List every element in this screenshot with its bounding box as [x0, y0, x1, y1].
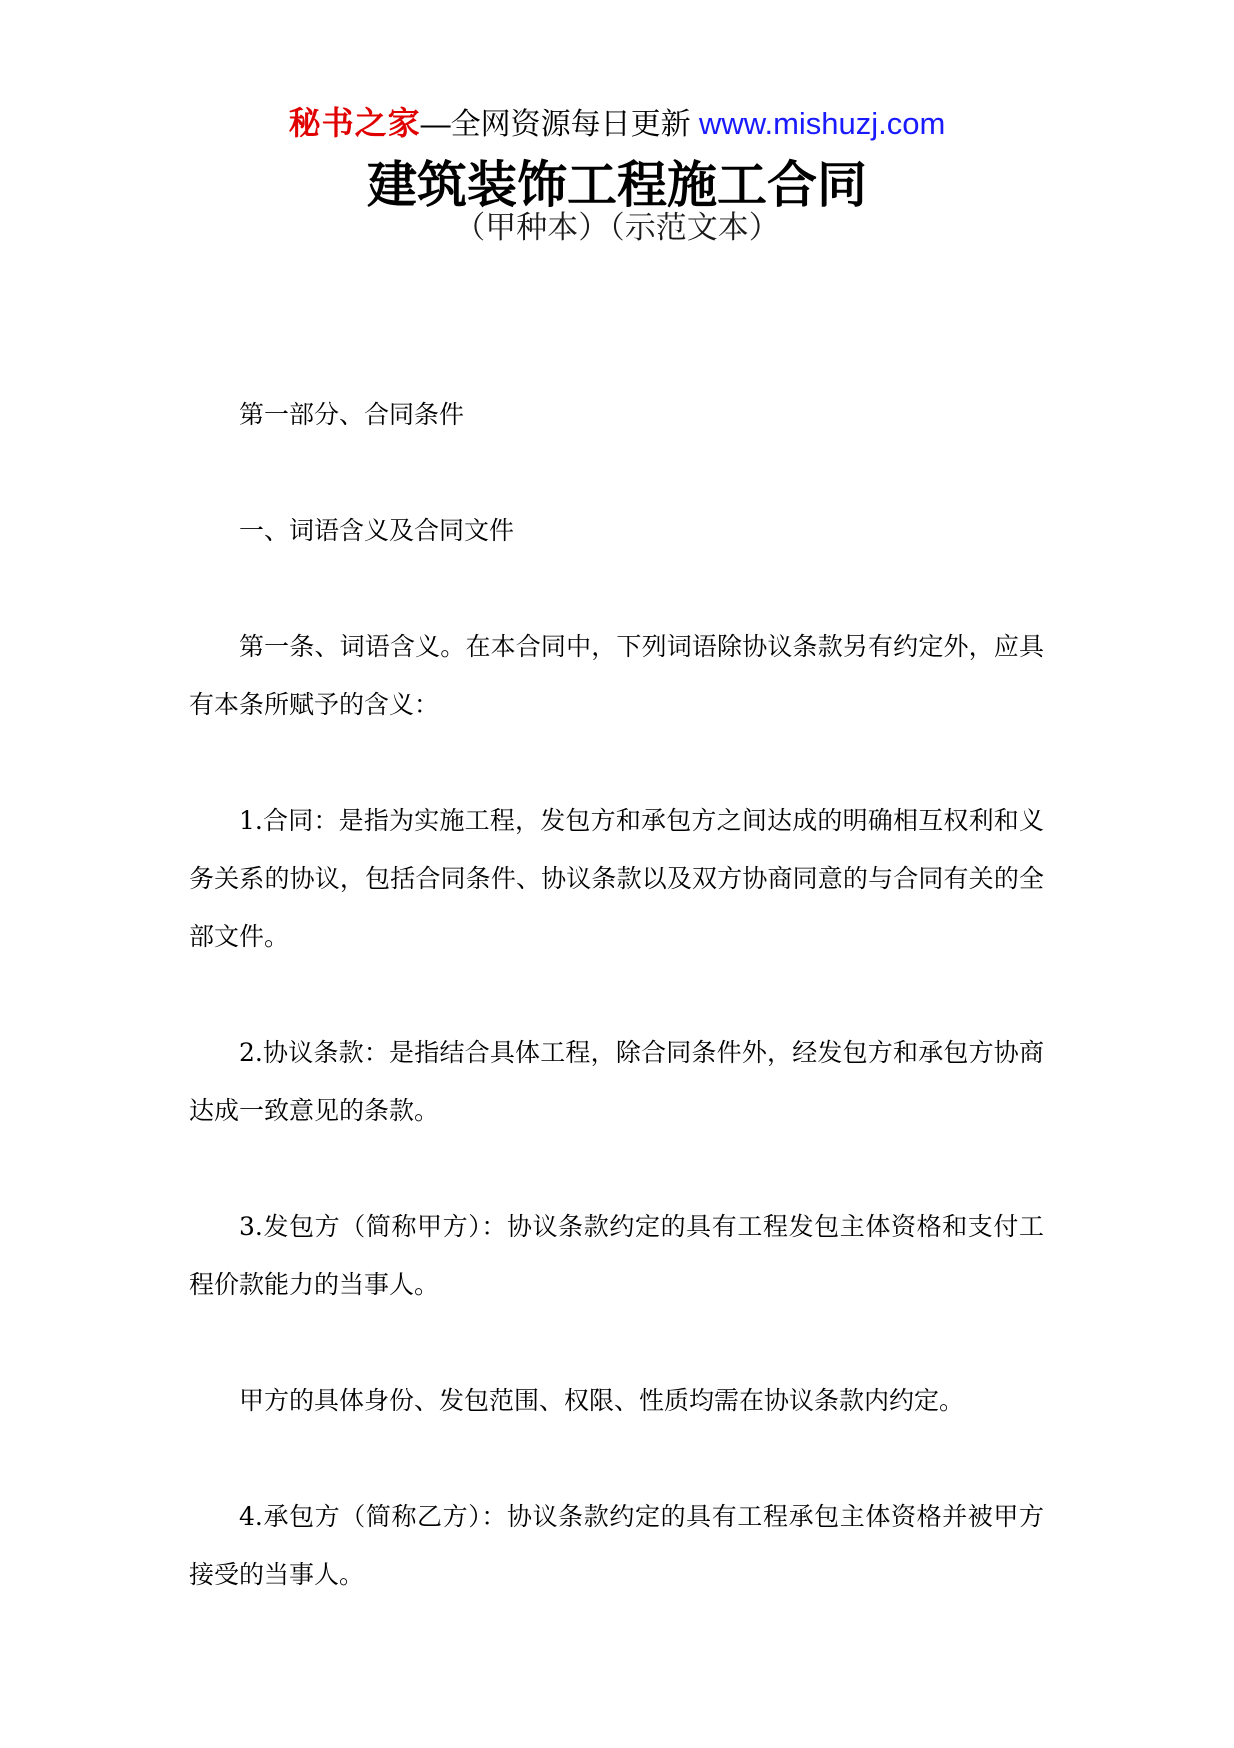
paragraph-line: 一、词语含义及合同文件 [239, 516, 515, 545]
document-title: 建筑装饰工程施工合同 [367, 156, 867, 214]
paragraph-line: 甲方的具体身份、发包范围、权限、性质均需在协议条款内约定。 [239, 1386, 965, 1415]
paragraph-line: 2.协议条款：是指结合具体工程，除合同条件外，经发包方和承包方协商 [239, 1038, 1044, 1067]
definition-paragraph [189, 792, 1044, 966]
brand-name: 秘书之家 [288, 105, 421, 141]
part-heading [189, 386, 1044, 444]
paragraph-line: 4.承包方（简称乙方）：协议条款约定的具有工程承包主体资格并被甲方 [239, 1502, 1044, 1531]
paragraph-line: 3.发包方（简称甲方）：协议条款约定的具有工程发包主体资格和支付工 [239, 1212, 1044, 1241]
banner-tagline: —全网资源每日更新 [420, 108, 700, 141]
site-url: www.mishuzj.com [699, 106, 946, 141]
site-banner [0, 102, 1234, 144]
paragraph-line: 接受的当事人。 [189, 1560, 365, 1589]
paragraph-line: 有本条所赋予的含义： [189, 690, 440, 719]
paragraph-line: 程价款能力的当事人。 [189, 1270, 440, 1299]
section-heading [189, 502, 1044, 560]
paragraph-line: 第一条、词语含义。在本合同中，下列词语除协议条款另有约定外，应具 [239, 632, 1044, 661]
definition-paragraph [189, 1024, 1044, 1140]
paragraph-line: 务关系的协议，包括合同条件、协议条款以及双方协商同意的与合同有关的全 [189, 864, 1044, 893]
paragraph-line: 达成一致意见的条款。 [189, 1096, 440, 1125]
document-subtitle: （甲种本）（示范文本） [454, 210, 780, 246]
definition-paragraph [189, 1488, 1044, 1604]
definition-paragraph [189, 1198, 1044, 1314]
paragraph-line: 部文件。 [189, 922, 290, 951]
paragraph-line: 第一部分、合同条件 [239, 400, 465, 429]
note-paragraph [189, 1372, 1044, 1430]
document-body [189, 386, 1044, 1662]
paragraph-line: 1.合同：是指为实施工程，发包方和承包方之间达成的明确相互权利和义 [239, 806, 1044, 835]
article-paragraph [189, 618, 1044, 734]
